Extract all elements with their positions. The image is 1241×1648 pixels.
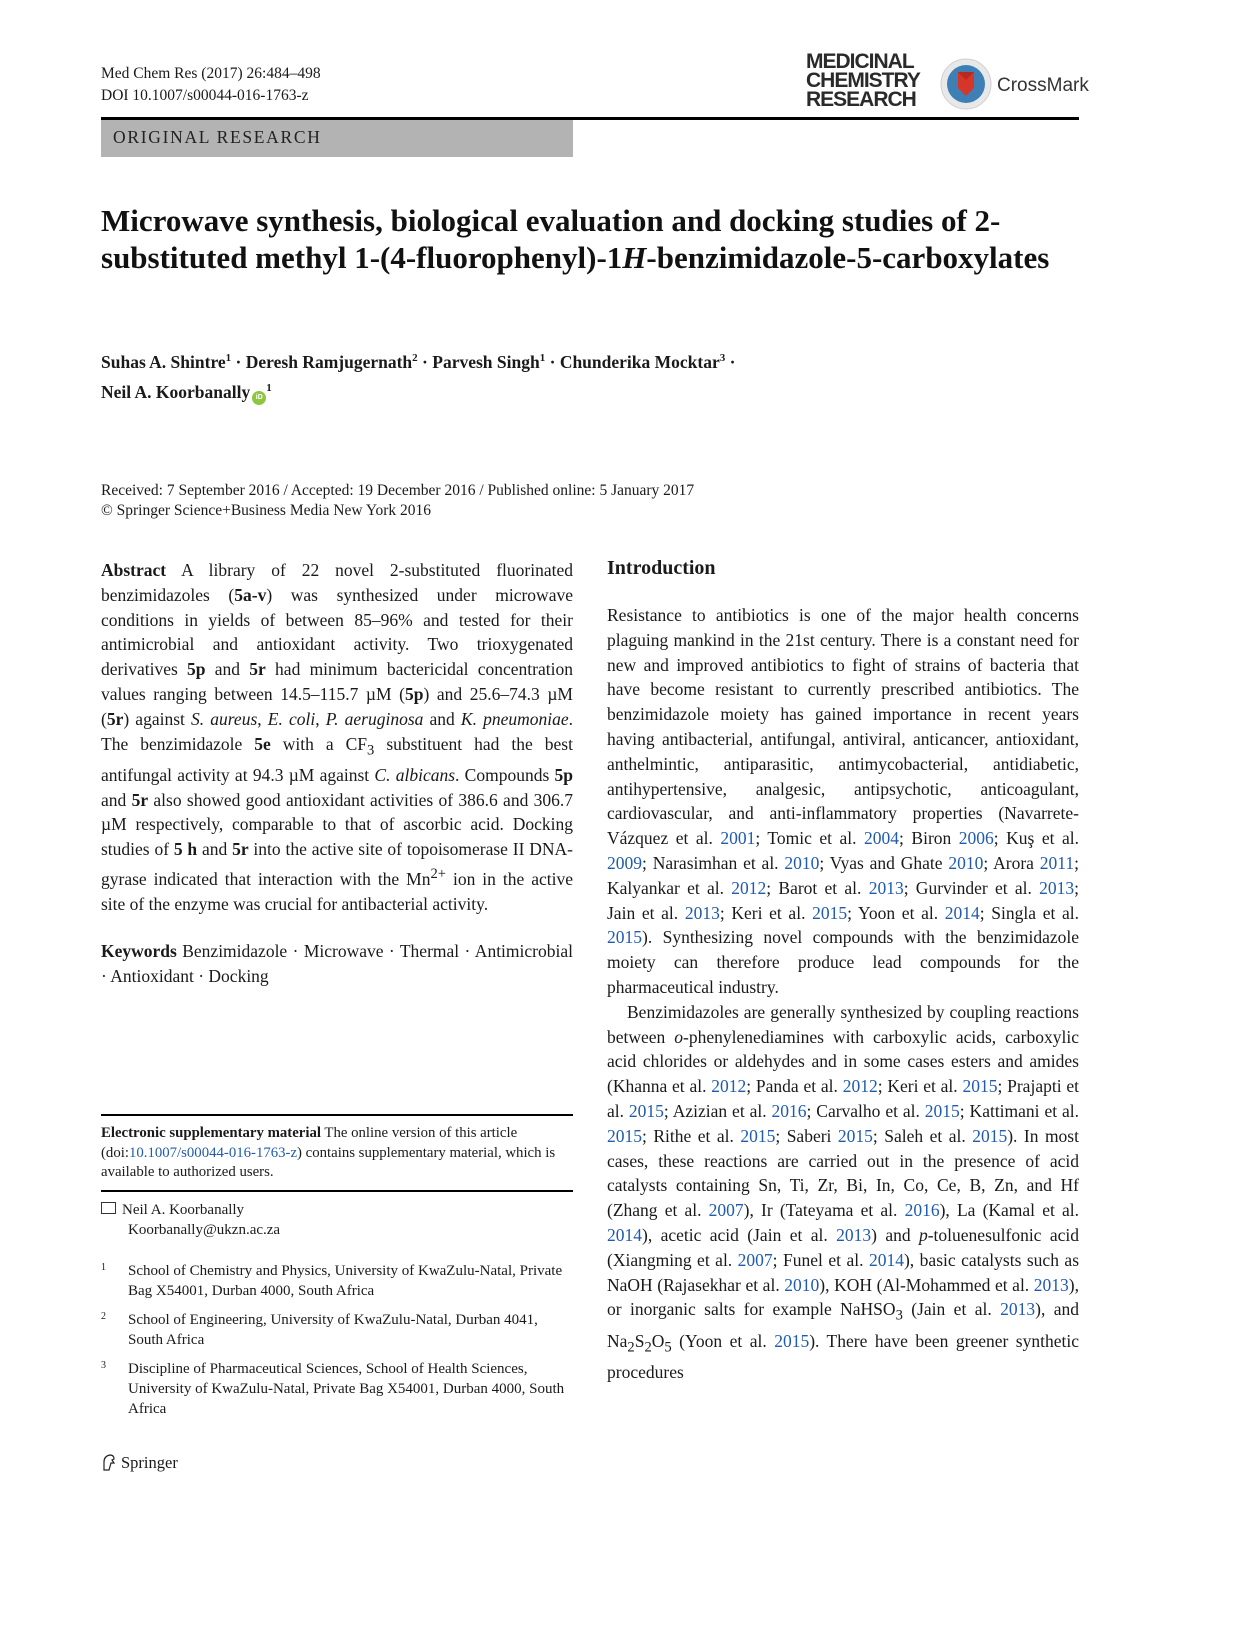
text-run: Resistance to antibiotics is one of the major health concerns plaguing mankind in the 21st century. There is a constant need for new and improved antibiotics to fight of strains of bacteria that have become resistant to currently prescribed antibiotics. The benzimidazole moiety has gained importance in recent years having antibacterial, antifungal, antiviral, anticancer, antioxidant, anthelmintic, antiparasitic, antimycobacterial, antidiabetic, antihypertensive, analgesic, antipsychotic, anticoagulant, cardiovascular, and anti-inflammatory properties (Navarrete-Vázquez et al. (607, 605, 1079, 849)
orcid-icon[interactable]: iD (252, 391, 266, 405)
citation-link[interactable]: 2009 (607, 852, 642, 873)
citation-link[interactable]: 2013 (868, 877, 904, 898)
logo-line-3: RESEARCH (806, 88, 916, 111)
text-run: ; Arora (983, 852, 1040, 873)
citation-link[interactable]: 2015 (628, 1100, 664, 1121)
text-run: ), La (Kamal et al. (939, 1200, 1079, 1221)
citation-link[interactable]: 2014 (607, 1224, 642, 1245)
citation-link[interactable]: 2015 (607, 1125, 642, 1146)
text-run: ; Biron (899, 828, 959, 849)
text-run: ; Keri et al. (719, 902, 813, 923)
affiliation: 3 Discipline of Pharmaceutical Sciences, School of Health Sciences, University of KwaZulu-Natal, Private Bag X54001, Durban 4000, South Africa (101, 1360, 565, 1417)
text-run: ; Kalyankar et al. (607, 852, 1079, 898)
citation-link[interactable]: 2007 (708, 1200, 744, 1221)
text-run: ), Ir (Tateyama et al. (743, 1200, 905, 1221)
text-run: ; Tomic et al. (755, 828, 865, 849)
text-run: ; Funel et al. (772, 1249, 869, 1270)
abstract: Abstract A library of 22 novel 2-substituted fluorinated benzimidazoles (5a-v) was synthesized under microwave conditions in yields of between 85–96% and tested for their antimicrobial and antioxidant activity. Two trioxygenated derivatives 5p and 5r had minimum bactericidal concentration values ranging between 14.5–115.7 µM (5p) and 25.6–74.3 µM (5r) against S. aureus, E. coli, P. aeruginosa and K. pneumoniae. The benzimidazole 5e with a $CF_3$ substituent had the best antifungal activity at 94.3 µM against C. albicans. Compounds 5p and 5r also showed good antioxidant activities of 386.6 and 306.7 µM respectively, comparable to that of ascorbic acid. Docking studies of 5 h and 5r into the active site of topoisomerase II DNA-gyrase indicated that interaction with the $Mn^{2+}$ ion in the active site of the enzyme was crucial for antibacterial activity. (101, 560, 573, 914)
copyright: © Springer Science+Business Media New York 2016 (101, 502, 432, 519)
citation-link[interactable]: 2010 (784, 852, 820, 873)
text-run: ), KOH (Al-Mohammed et al. (819, 1274, 1034, 1295)
esm-rule (101, 1114, 573, 1116)
citation-link[interactable]: 2016 (904, 1200, 940, 1221)
citation-link[interactable]: 2015 (740, 1125, 776, 1146)
text-run: ; Saleh et al. (872, 1125, 973, 1146)
text-run: (Jain et al. (902, 1299, 1001, 1320)
citation-link[interactable]: 2012 (842, 1076, 878, 1097)
history-dates: Received: 7 September 2016 / Accepted: 19 December 2016 / Published online: 5 January 2017 (101, 482, 695, 499)
text-run: ), and Na (607, 1299, 1079, 1351)
text-run: -toluenesulfonic acid (Xiangming et al. (607, 1224, 1079, 1270)
correspondence (101, 1200, 573, 1240)
text-run: ; Panda et al. (746, 1076, 843, 1097)
publisher-footer (101, 1452, 178, 1474)
text-run: ), basic catalysts such as NaOH (Rajasekhar et al. (607, 1249, 1080, 1295)
citation-link[interactable]: 2011 (1039, 852, 1075, 873)
affiliation: 1 School of Chemistry and Physics, University of KwaZulu-Natal, Private Bag X54001, Durban 4000, South Africa (101, 1262, 563, 1299)
text-run: ; Vyas and Ghate (819, 852, 949, 873)
text-run: O (651, 1330, 665, 1351)
citation-link[interactable]: 2001 (720, 828, 756, 849)
citation-link[interactable]: 2012 (711, 1076, 747, 1097)
right-column (607, 555, 1079, 1385)
keywords: Keywords Benzimidazole · Microwave · Thermal · Antimicrobial · Antioxidant · Docking (101, 941, 573, 987)
springer-horse-icon (101, 1453, 117, 1471)
text-run: ; Narasimhan et al. (642, 852, 785, 873)
journal-logo (806, 52, 920, 109)
text-run: ; Kattimani et al. (959, 1100, 1079, 1121)
citation-link[interactable]: 2010 (784, 1274, 820, 1295)
text-run: ; Kuş et al. (993, 828, 1080, 849)
introduction-heading: Introduction (607, 557, 716, 579)
citation-link[interactable]: 2006 (958, 828, 994, 849)
introduction-paragraph-1 (607, 603, 1079, 1000)
text-run: ; Gurvinder et al. (903, 877, 1040, 898)
text-run: ). Synthesizing novel compounds with the benzimidazole moiety can therefore produce lead compounds for the pharmaceutical industry. (607, 927, 1079, 997)
envelope-icon (101, 1202, 116, 1214)
text-run: S (634, 1330, 645, 1351)
text-run: ; Barot et al. (766, 877, 869, 898)
text-run: ) and (871, 1224, 919, 1245)
section-label: ORIGINAL RESEARCH (113, 127, 322, 147)
text-run: ; Carvalho et al. (806, 1100, 925, 1121)
logo-line-2: CHEMISTRY (806, 69, 920, 92)
citation-link[interactable]: 2015 (774, 1330, 810, 1351)
author[interactable]: Suhas A. Shintre$^1$ (101, 351, 232, 372)
citation-link[interactable]: 2015 (837, 1125, 873, 1146)
article-title: Microwave synthesis, biological evaluation and docking studies of 2-substituted methyl 1-(4-fluorophenyl)-1H-benzimidazole-5-carboxylates (101, 203, 1050, 275)
logo-line-1: MEDICINAL (806, 50, 914, 73)
publisher-name: Springer (121, 1453, 178, 1472)
author[interactable]: Chunderika Mocktar$^3$ (559, 351, 726, 372)
doi-link[interactable]: 10.1007/s00044-016-1763-z (128, 1144, 298, 1161)
text-run: (Yoon et al. (671, 1330, 775, 1351)
crossmark-icon[interactable] (940, 58, 992, 110)
citation-link[interactable]: 2010 (948, 852, 984, 873)
doi-line: DOI 10.1007/s00044-016-1763-z (101, 87, 309, 104)
left-column (101, 558, 573, 989)
author[interactable]: Neil A. Koorbanally (101, 381, 251, 402)
journal-citation (101, 63, 321, 107)
text-run: ; Azizian et al. (663, 1100, 772, 1121)
author-list: Suhas A. Shintre$^1$ · Deresh Ramjugernath$^2$ · Parvesh Singh$^1$ · Chunderika Mocktar$^3$ · Neil A. Koorbanally $iD^1$ (101, 345, 1061, 405)
author[interactable]: Deresh Ramjugernath$^2$ (245, 351, 418, 372)
text-run: ; Yoon et al. (847, 902, 945, 923)
text-run: Benzimidazoles are generally synthesized by coupling reactions between (607, 1001, 1079, 1047)
affiliation: 2 School of Engineering, University of KwaZulu-Natal, Durban 4041, South Africa (101, 1311, 538, 1348)
supplementary-note: Electronic supplementary material The online version of this article (doi:10.1007/s00044-016-1763-z) contains supplementary material, which is available to authorized users. (101, 1125, 556, 1180)
corresponding-author: Neil A. Koorbanally (122, 1202, 245, 1218)
citation-link[interactable]: 2015 (962, 1076, 998, 1097)
corresponding-email[interactable]: Koorbanally@ukzn.ac.za (128, 1222, 281, 1238)
text-run: ; Jain et al. (607, 877, 1079, 923)
text-run: ; Keri et al. (877, 1076, 963, 1097)
text-run: o (674, 1026, 684, 1047)
crossmark-label[interactable]: CrossMark (997, 75, 1089, 96)
text-run: ; Rithe et al. (642, 1125, 741, 1146)
text-run: ; Prajapti et al. (607, 1076, 1079, 1121)
journal-line: Med Chem Res (2017) 26:484–498 (101, 65, 321, 82)
citation-link[interactable]: 2013 (836, 1224, 872, 1245)
esm-rule-bottom (101, 1190, 573, 1192)
citation-link[interactable]: 2015 (972, 1125, 1008, 1146)
citation-link[interactable]: 2013 (1000, 1299, 1036, 1320)
text-run: ), or inorganic salts for example NaHSO (607, 1274, 1079, 1320)
text-run: ; Singla et al. (979, 902, 1080, 923)
text-run: 3 (895, 1307, 903, 1324)
introduction-paragraph-2 (607, 1000, 1079, 1385)
text-run: 2 (644, 1339, 652, 1356)
text-run: 5 (664, 1339, 672, 1356)
author[interactable]: Parvesh Singh$^1$ (432, 351, 546, 372)
citation-link[interactable]: 2015 (924, 1100, 960, 1121)
text-run: ), acetic acid (Jain et al. (642, 1224, 837, 1245)
citation-link[interactable]: 2013 (684, 902, 720, 923)
text-run: 2 (627, 1339, 635, 1356)
citation-link[interactable]: 2007 (737, 1249, 773, 1270)
text-run: ; Saberi (775, 1125, 838, 1146)
citation-link[interactable]: 2014 (944, 902, 980, 923)
text-run: p (918, 1224, 928, 1245)
text-run: ). There have been greener synthetic procedures (607, 1330, 1079, 1382)
text-run: ). In most cases, these reactions are carried out in the presence of acid catalysts containing Sn, Ti, Zr, Bi, In, Co, Ce, B, Zn, and Hf (Zhang et al. (607, 1125, 1079, 1221)
citation-link[interactable]: 2013 (1039, 877, 1075, 898)
citation-link[interactable]: 2014 (868, 1249, 904, 1270)
citation-link[interactable]: 2013 (1033, 1274, 1069, 1295)
citation-link[interactable]: 2004 (864, 828, 900, 849)
citation-link[interactable]: 2015 (812, 902, 848, 923)
citation-link[interactable]: 2016 (771, 1100, 807, 1121)
citation-link[interactable]: 2012 (731, 877, 767, 898)
citation-link[interactable]: 2015 (607, 927, 642, 948)
article-dates (101, 481, 694, 521)
text-run: -phenylenediamines with carboxylic acids, carboxylic acid chlorides or aldehydes and in some cases esters and amides (Khanna et al. (607, 1026, 1079, 1097)
